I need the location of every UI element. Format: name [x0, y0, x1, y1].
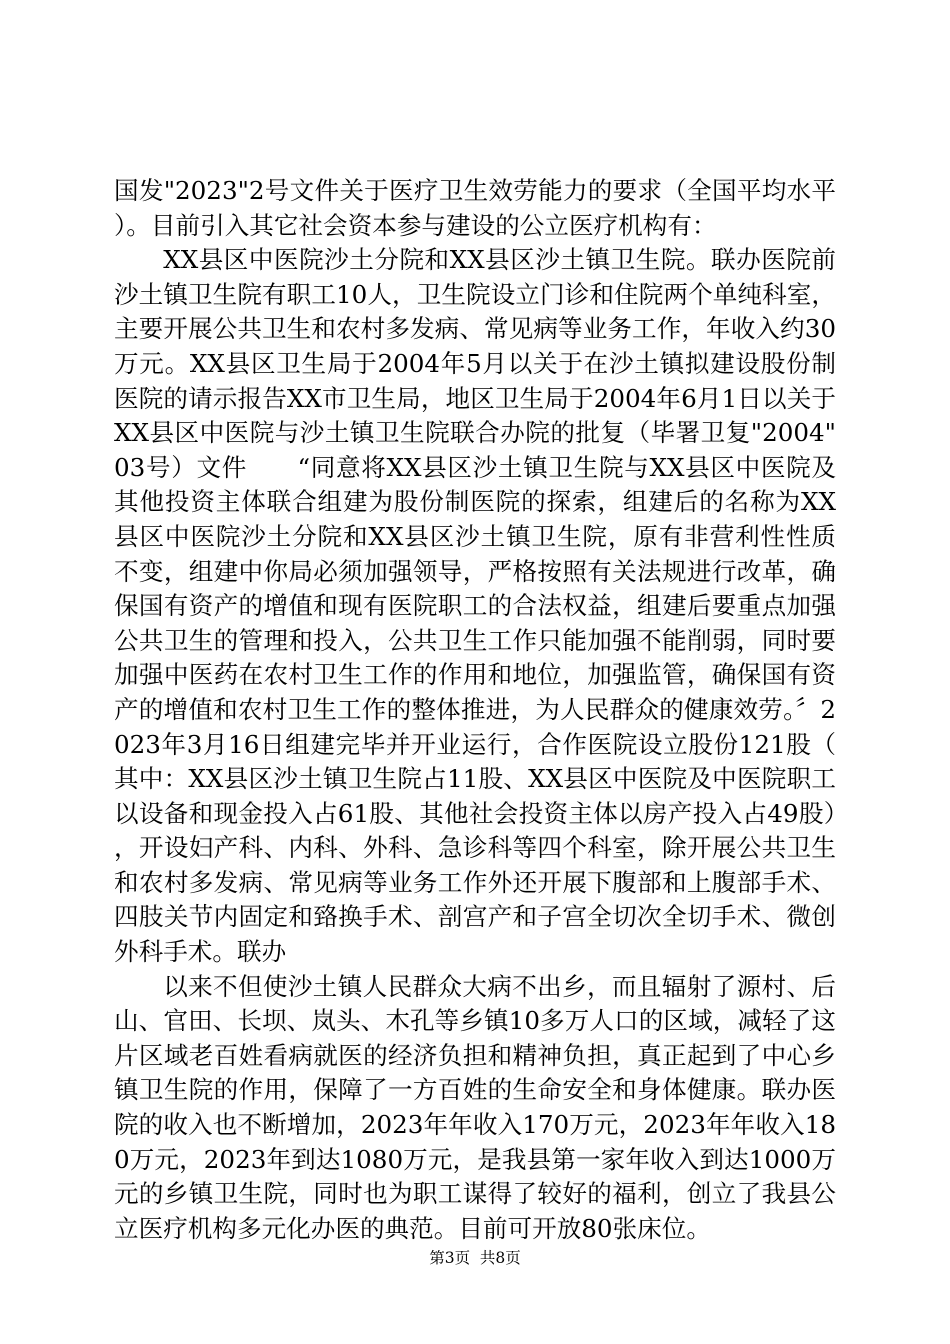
document-body: [114, 174, 836, 1246]
paragraph-continued: 国发"2023"2号文件关于医疗卫生效劳能力的要求（全国平均水平）。目前引入其它社会资本参与建设的公立医疗机构有：: [114, 176, 836, 240]
paragraph-results: 以来不但使沙土镇人民群众大病不出乡，而且辐射了源村、后山、官田、长坝、岚头、木孔等乡镇10多万人口的区域，减轻了这片区域老百姓看病就医的经济负担和精神负担，真正起到了中心乡镇卫生院的作用，保障了一方百姓的生命安全和身体健康。联办医院的收入也不断增加，2023年年收入170万元，2023年年收入180万元，2023年到达1080万元，是我县第一家年收入到达1000万元的乡镇卫生院，同时也为职工谋得了较好的福利，创立了我县公立医疗机构多元化办医的典范。目前可开放80张床位。: [114, 971, 836, 1243]
paragraph-hospital-merger: XX县区中医院沙土分院和XX县区沙土镇卫生院。联办医院前沙土镇卫生院有职工10人，卫生院设立门诊和住院两个单纯科室，主要开展公共卫生和农村多发病、常见病等业务工作，年收入约30万元。XX县区卫生局于2004年5月以关于在沙土镇拟建设股份制医院的请示报告XX市卫生局，地区卫生局于2004年6月1日以关于XX县区中医院与沙土镇卫生院联合办院的批复（毕署卫复"2004"03号）文件 “同意将XX县区沙土镇卫生院与XX县区中医院及其他投资主体联合组建为股份制医院的探索，组建后的名称为XX县区中医院沙土分院和XX县区沙土镇卫生院，原有非营利性性质不变，组建中你局必须加强领导，严格按照有关法规进行改革，确保国有资产的增值和现有医院职工的合法权益，组建后要重点加强公共卫生的管理和投入，公共卫生工作只能加强不能削弱，同时要加强中医药在农村卫生工作的作用和地位，加强监管，确保国有资产的增值和农村卫生工作的整体推进，为人民群众的健康效劳。〞2023年3月16日组建完毕并开业运行，合作医院设立股份121股（其中：XX县区沙土镇卫生院占11股、XX县区中医院及中医院职工以设备和现金投入占61股、其他社会投资主体以房产投入占49股），开设妇产科、内科、外科、急诊科等四个科室，除开展公共卫生和农村多发病、常见病等业务工作外还开展下腹部和上腹部手术、四肢关节内固定和臵换手术、剖宫产和子宫全切次全切手术、微创外科手术。联办: [114, 245, 836, 967]
page-footer: 第3页 共8页: [429, 1249, 521, 1267]
